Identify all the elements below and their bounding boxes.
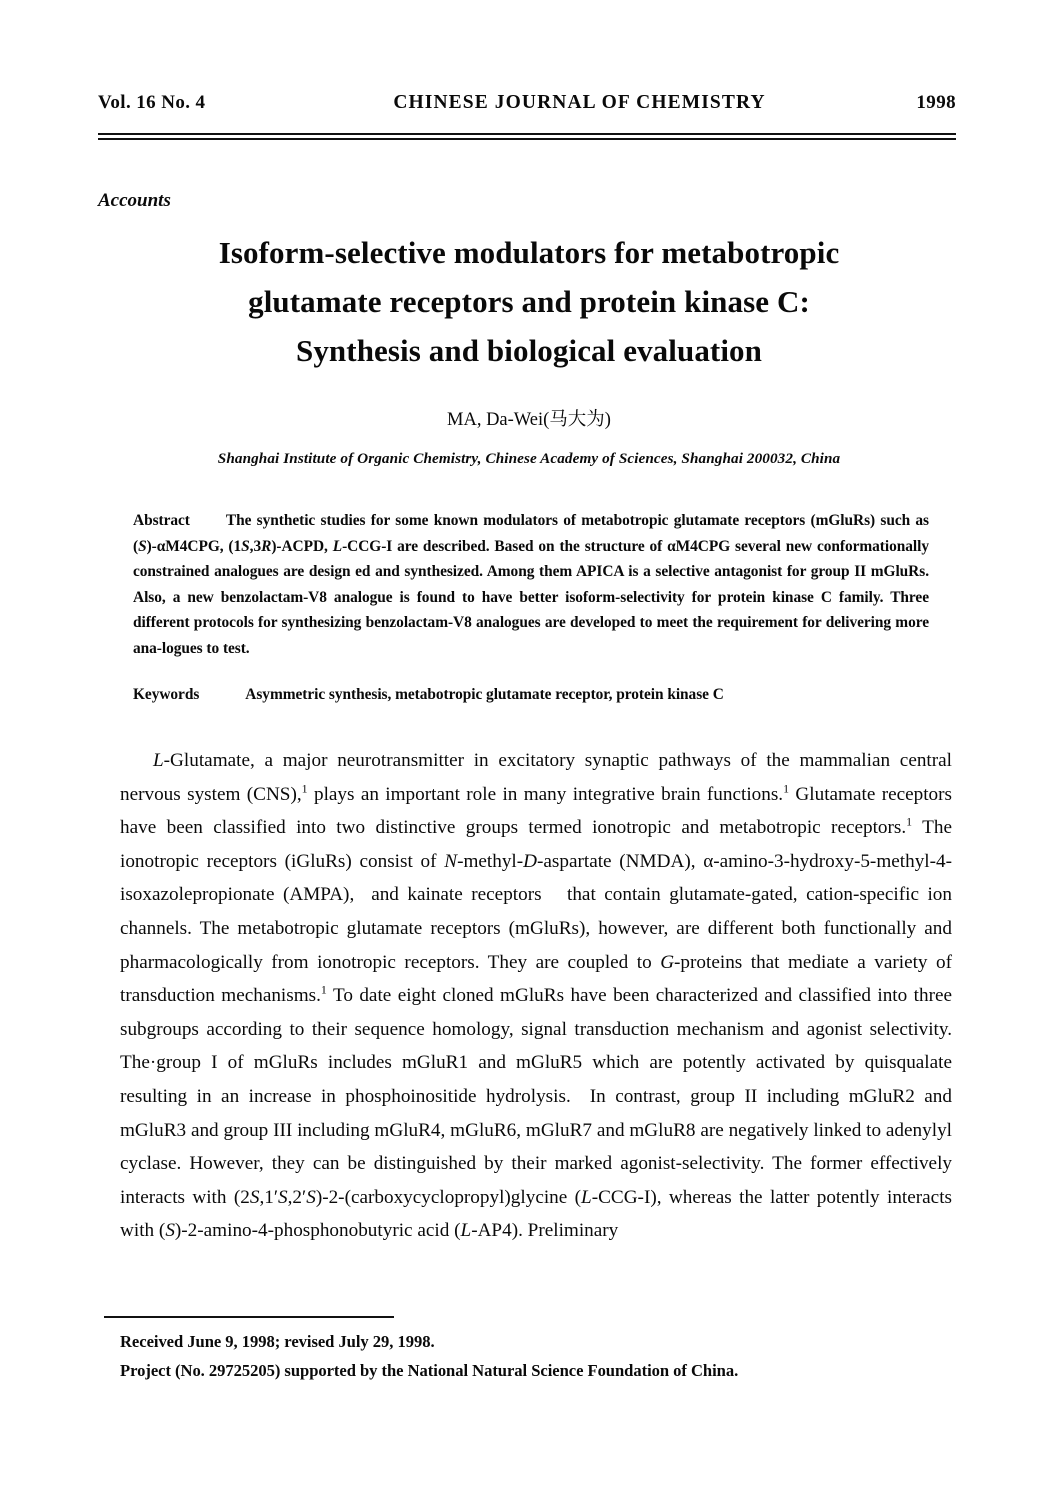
author-affiliation: Shanghai Institute of Organic Chemistry, Chinese Academy of Sciences, Shanghai 200032, China (217, 450, 841, 467)
keywords-label: Keywords (133, 686, 200, 703)
footnote-funding: Project (No. 29725205) supported by the National Natural Science Foundation of China. (120, 1361, 739, 1380)
running-head (98, 92, 956, 114)
body-text (120, 744, 952, 1248)
keywords-block (133, 682, 929, 707)
footnote-received: Received June 9, 1998; revised July 29, 1998. (120, 1332, 435, 1351)
body-paragraph: L-Glutamate, a major neurotransmitter in excitatory synaptic pathways of the mammalian central nervous system (CNS),$^1$ plays an important role in many integrative brain functions.$^1$ Glutamate receptors have been classified into two distinctive groups termed ionotropic and metabotropic receptors.$^1$ The ionotropic receptors (iGluRs) consist of N-methyl-D-aspartate (NMDA), α-amino-3-hydroxy-5-methyl-4-isoxazolepropionate (AMPA), and kainate receptors that contain glutamate-gated, cation-specific ion channels. The metabotropic glutamate receptors (mGluRs), however, are different both functionally and pharmacologically from ionotropic receptors. They are coupled to G-proteins that mediate a variety of transduction mechanisms.$^1$ To date eight cloned mGluRs have been characterized and classified into three subgroups according to their sequence homology, signal transduction mechanism and agonist selectivity. The·group I of mGluRs includes mGluR1 and mGluR5 which are potently activated by quisqualate resulting in an increase in phosphoinositide hydrolysis. In contrast, group II including mGluR2 and mGluR3 and group III including mGluR4, mGluR6, mGluR7 and mGluR8 are negatively linked to adenylyl cyclase. However, they can be distinguished by their marked agonist-selectivity. The former effectively interacts with (2S,1′S,2′S)-2-(carboxycyclopropyl)glycine (L-CCG-I), whereas the latter potently interacts with (S)-2-amino-4-phosphonobutyric acid (L-AP4). Preliminary (120, 750, 953, 1242)
author-name: MA, Da-Wei(马大为) (447, 410, 611, 430)
abstract-label: Abstract (133, 512, 190, 529)
footnote-block (120, 1327, 940, 1385)
header-rule-top (98, 133, 956, 135)
title-line-1: Isoform-selective modulators for metabotropic (218, 235, 840, 270)
title-line-3: Synthesis and biological evaluation (295, 333, 763, 368)
volume-issue: Vol. 16 No. 4 (98, 92, 206, 113)
abstract-text: The synthetic studies for some known modulators of metabotropic glutamate receptors (mGluRs) such as (S)-αM4CPG, (1S,3R)-ACPD, L-CCG-I are described. Based on the structure of αM4CPG several new conformationally constrained analogues are design ed and synthesized. Among them APICA is a selective antagonist for group II mGluRs. Also, a new benzolactam-V8 analogue is found to have better isoform-selectivity for protein kinase C family. Three different protocols for synthesizing benzolactam-V8 analogues are developed to meet the requirement for delivering more ana-logues to test. (133, 512, 929, 657)
publication-year: 1998 (916, 92, 956, 113)
article-title (110, 228, 948, 375)
section-kicker: Accounts (98, 190, 171, 211)
title-line-2: glutamate receptors and protein kinase C: (248, 284, 810, 319)
journal-name: CHINESE JOURNAL OF CHEMISTRY (393, 92, 766, 113)
keywords-text: Asymmetric synthesis, metabotropic glutamate receptor, protein kinase C (245, 686, 724, 703)
abstract-block (133, 508, 929, 662)
footnote-rule (104, 1316, 394, 1318)
header-double-rule (98, 133, 956, 140)
header-rule-bottom (98, 138, 956, 140)
